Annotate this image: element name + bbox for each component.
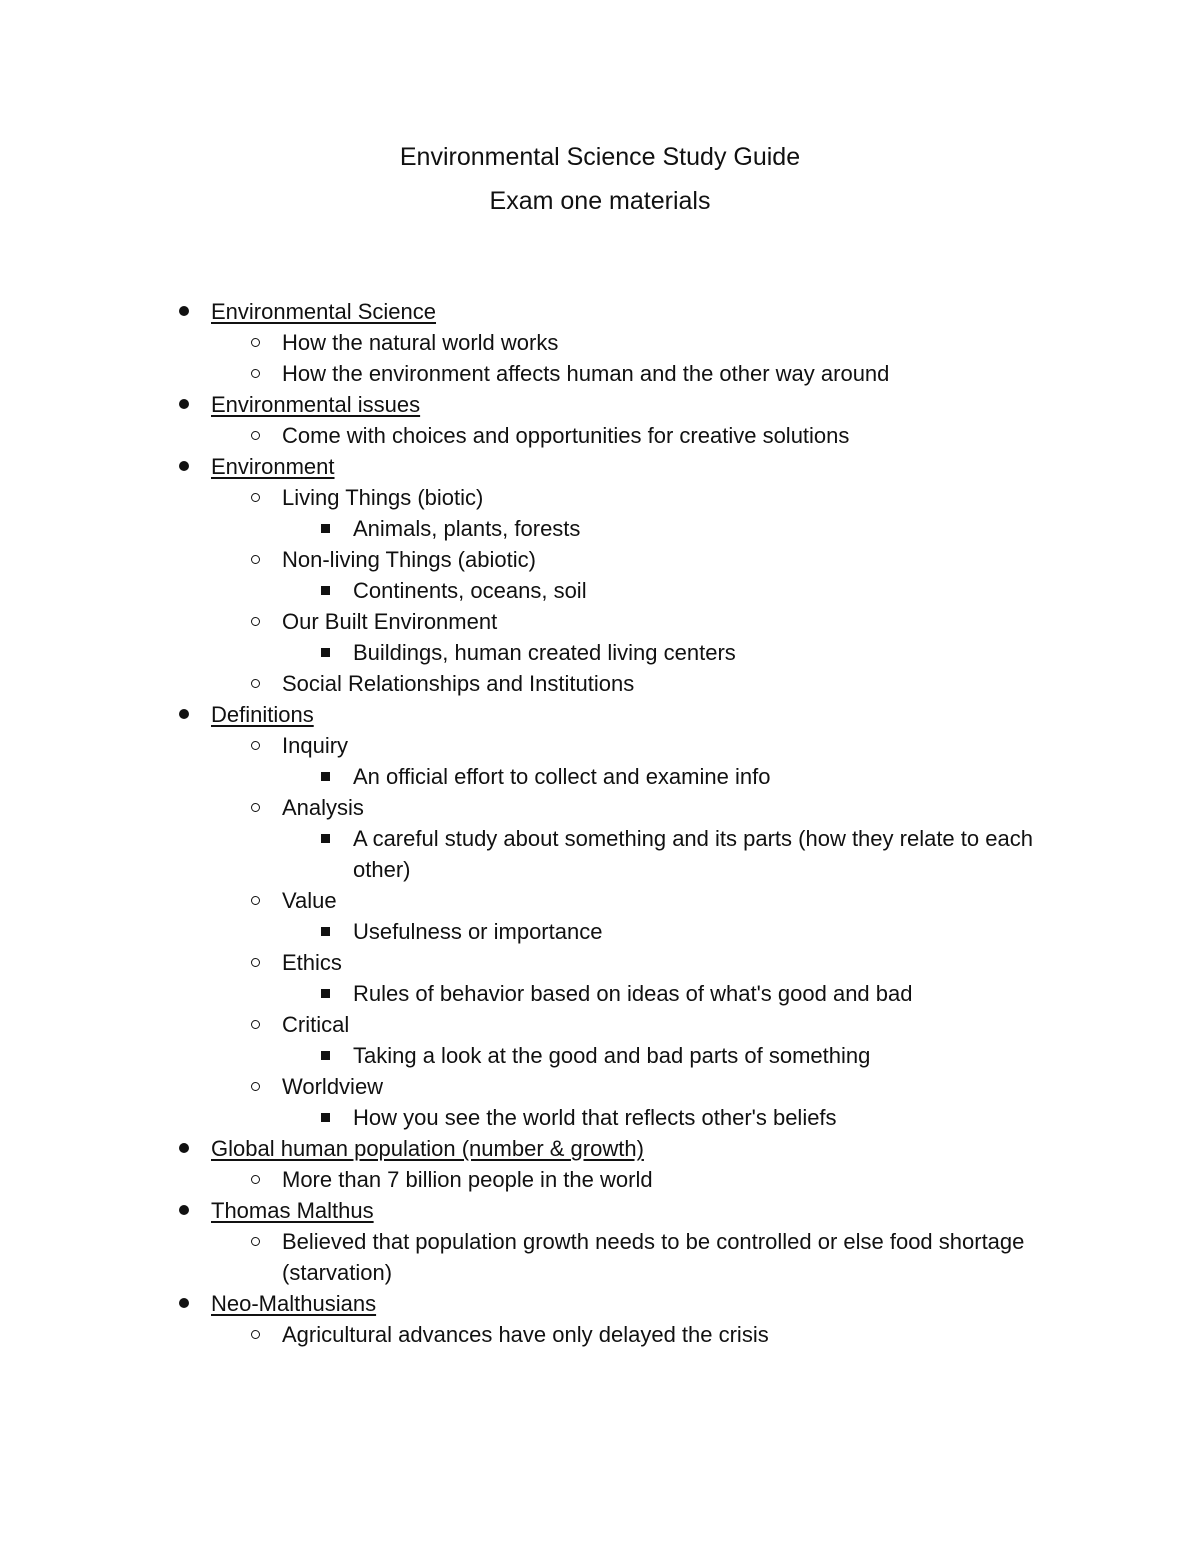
list-item	[0, 1226, 1200, 1288]
list-item	[0, 1164, 1200, 1195]
outline-heading	[0, 1195, 1200, 1226]
item-text: How the natural world works	[282, 330, 559, 355]
hollow-bullet-icon	[243, 1009, 267, 1040]
square-bullet-icon	[313, 575, 337, 606]
heading-text: Neo-Malthusians	[211, 1291, 377, 1316]
item-text: Believed that population growth needs to be controlled or else food shortage (starvation)	[282, 1229, 1025, 1285]
list-item	[0, 947, 1200, 978]
item-text: An official effort to collect and examine info	[353, 764, 771, 789]
item-text: Non-living Things (abiotic)	[282, 547, 536, 572]
item-text: How you see the world that reflects other's beliefs	[353, 1105, 837, 1130]
item-text: Living Things (biotic)	[282, 485, 484, 510]
hollow-bullet-icon	[243, 544, 267, 575]
item-text: A careful study about something and its parts (how they relate to each other)	[353, 826, 1033, 882]
list-item	[0, 358, 1200, 389]
list-item	[0, 1102, 1200, 1133]
hollow-bullet-icon	[243, 358, 267, 389]
hollow-bullet-icon	[243, 1164, 267, 1195]
filled-bullet-icon	[172, 451, 196, 482]
item-text: Analysis	[282, 795, 364, 820]
item-text: Ethics	[282, 950, 342, 975]
outline-heading	[0, 451, 1200, 482]
filled-bullet-icon	[172, 1195, 196, 1226]
item-text: Value	[282, 888, 337, 913]
hollow-bullet-icon	[243, 885, 267, 916]
square-bullet-icon	[313, 761, 337, 792]
hollow-bullet-icon	[243, 1319, 267, 1350]
item-text: Worldview	[282, 1074, 384, 1099]
square-bullet-icon	[313, 1102, 337, 1133]
outline-heading	[0, 389, 1200, 420]
hollow-bullet-icon	[243, 420, 267, 451]
list-item	[0, 1319, 1200, 1350]
hollow-bullet-icon	[243, 730, 267, 761]
list-item	[0, 885, 1200, 916]
item-text: Animals, plants, forests	[353, 516, 581, 541]
square-bullet-icon	[313, 823, 337, 854]
hollow-bullet-icon	[243, 1226, 267, 1257]
filled-bullet-icon	[172, 296, 196, 327]
list-item	[0, 575, 1200, 606]
list-item	[0, 761, 1200, 792]
list-item	[0, 482, 1200, 513]
list-item	[0, 513, 1200, 544]
item-text: Our Built Environment	[282, 609, 498, 634]
filled-bullet-icon	[172, 389, 196, 420]
item-text: How the environment affects human and the other way around	[282, 361, 890, 386]
item-text: Taking a look at the good and bad parts of something	[353, 1043, 871, 1068]
list-item	[0, 823, 1200, 885]
item-text: Inquiry	[282, 733, 349, 758]
list-item	[0, 1040, 1200, 1071]
outline-list	[0, 296, 1200, 1350]
list-item	[0, 637, 1200, 668]
outline-heading	[0, 1288, 1200, 1319]
list-item	[0, 668, 1200, 699]
heading-text: Environmental issues	[211, 392, 421, 417]
list-item	[0, 420, 1200, 451]
square-bullet-icon	[313, 978, 337, 1009]
item-text: Continents, oceans, soil	[353, 578, 587, 603]
outline-heading	[0, 296, 1200, 327]
hollow-bullet-icon	[243, 947, 267, 978]
list-item	[0, 1009, 1200, 1040]
document-subtitle: Exam one materials	[489, 187, 711, 215]
item-text: Come with choices and opportunities for creative solutions	[282, 423, 850, 448]
square-bullet-icon	[313, 637, 337, 668]
list-item	[0, 916, 1200, 947]
item-text: More than 7 billion people in the world	[282, 1167, 653, 1192]
heading-text: Global human population (number & growth)	[211, 1136, 644, 1161]
square-bullet-icon	[313, 916, 337, 947]
square-bullet-icon	[313, 513, 337, 544]
list-item	[0, 792, 1200, 823]
list-item	[0, 544, 1200, 575]
item-text: Usefulness or importance	[353, 919, 603, 944]
item-text: Critical	[282, 1012, 350, 1037]
outline-heading	[0, 699, 1200, 730]
list-item	[0, 606, 1200, 637]
item-text: Agricultural advances have only delayed the crisis	[282, 1322, 769, 1347]
heading-text: Environmental Science	[211, 299, 437, 324]
hollow-bullet-icon	[243, 668, 267, 699]
outline-heading	[0, 1133, 1200, 1164]
list-item	[0, 978, 1200, 1009]
list-item	[0, 327, 1200, 358]
item-text: Buildings, human created living centers	[353, 640, 736, 665]
hollow-bullet-icon	[243, 482, 267, 513]
heading-text: Definitions	[211, 702, 314, 727]
hollow-bullet-icon	[243, 792, 267, 823]
list-item	[0, 1071, 1200, 1102]
hollow-bullet-icon	[243, 606, 267, 637]
hollow-bullet-icon	[243, 1071, 267, 1102]
hollow-bullet-icon	[243, 327, 267, 358]
item-text: Social Relationships and Institutions	[282, 671, 635, 696]
heading-text: Environment	[211, 454, 335, 479]
filled-bullet-icon	[172, 699, 196, 730]
square-bullet-icon	[313, 1040, 337, 1071]
filled-bullet-icon	[172, 1288, 196, 1319]
heading-text: Thomas Malthus	[211, 1198, 374, 1223]
filled-bullet-icon	[172, 1133, 196, 1164]
item-text: Rules of behavior based on ideas of what's good and bad	[353, 981, 913, 1006]
document-title: Environmental Science Study Guide	[399, 143, 801, 171]
list-item	[0, 730, 1200, 761]
